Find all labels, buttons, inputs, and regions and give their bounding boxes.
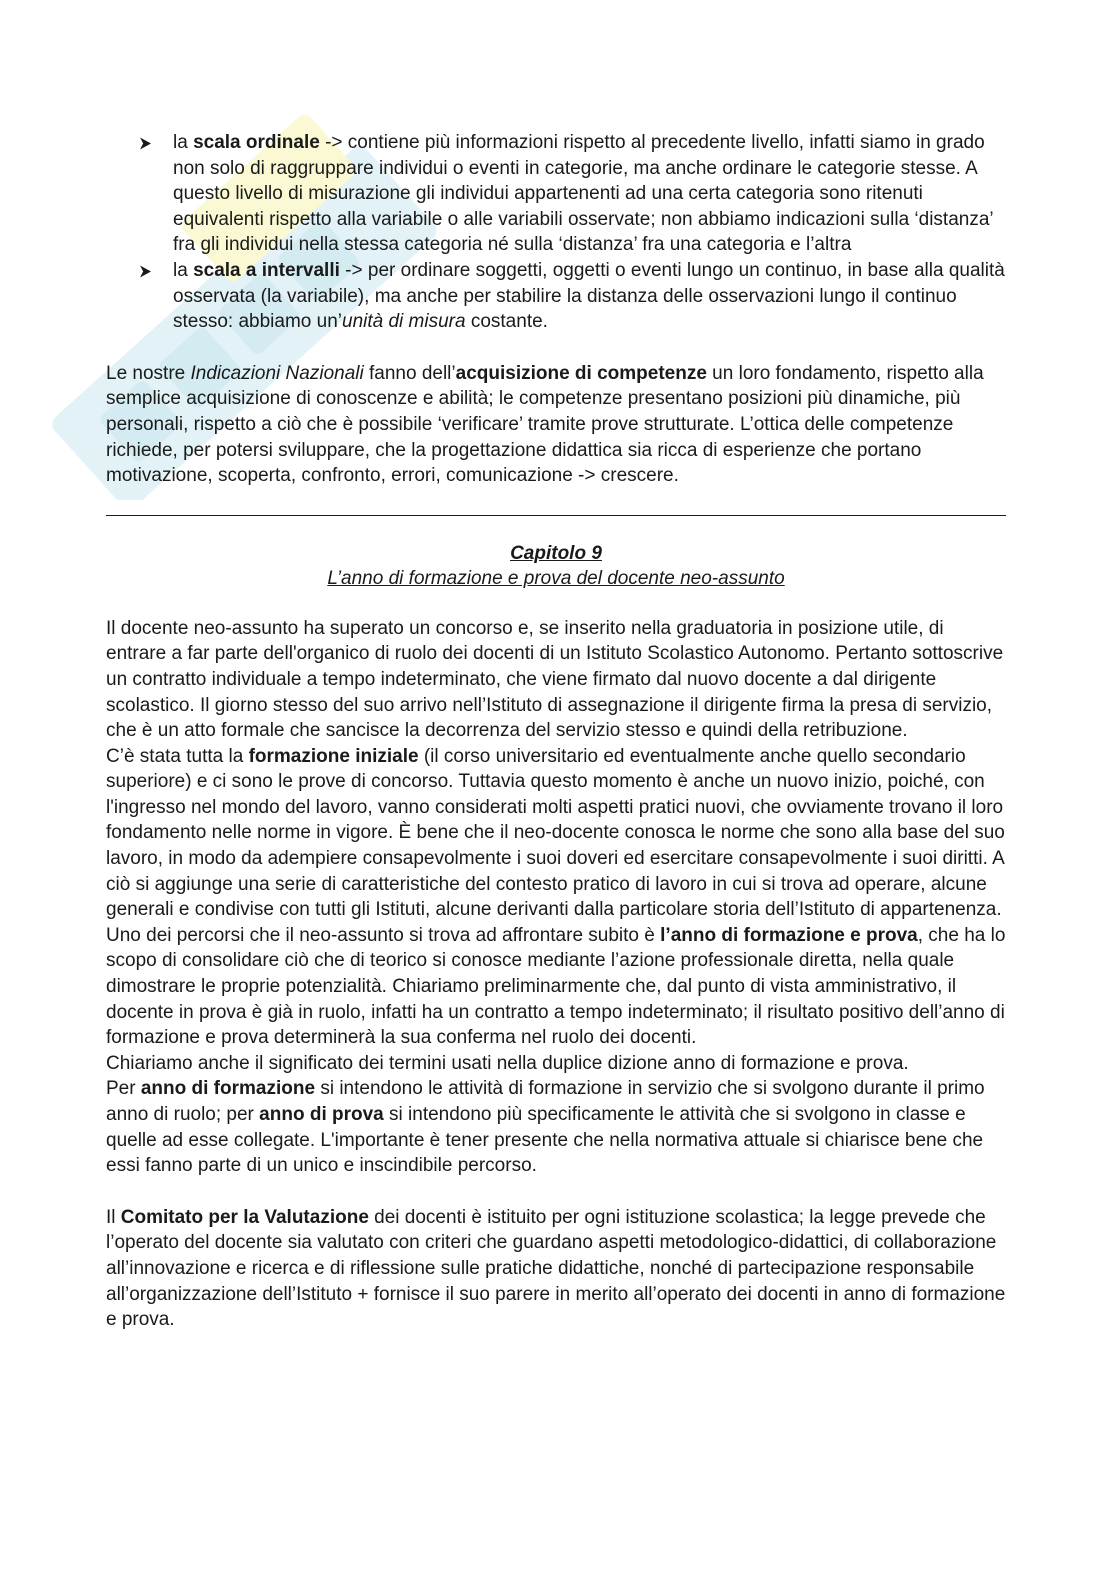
term-indicazioni-nazionali: Indicazioni Nazionali: [190, 362, 364, 384]
bullet-text: -> per ordinare soggetti, oggetti o eventi lungo un continuo, in base alla qualità osservata (la variabile), ma anche per stabilire la distanza delle osservazioni lungo il continuo stesso: abbiamo un’: [173, 259, 1005, 333]
text-run: un loro fondamento, rispetto alla semplice acquisizione di conoscenze e abilità; le competenze presentano posizioni più dinamiche, più personali, rispetto a ciò che è possibile ‘verificare’ tramite prove strutturate. L’ottica delle competenze richiede, per potersi sviluppare, che la progettazione didattica sia ricca di esperienze che portano motivazione, scoperta, confronto, errori, comunicazione -> crescere.: [106, 362, 984, 487]
text-run: si intendono le attività di formazione in servizio che si svolgono durante il primo anno di ruolo; per: [106, 1078, 985, 1125]
arrowhead-bullet-icon: [139, 265, 152, 278]
paragraph: [106, 923, 1006, 1051]
chapter-heading: [106, 541, 1006, 591]
text-run: Il: [106, 1206, 121, 1228]
text-run: Le nostre: [106, 362, 191, 384]
text-run: (il corso universitario ed eventualmente anche quello secondario superiore) e ci sono le prove di concorso. Tuttavia questo momento è anche un nuovo inizio, poiché, con l'ingresso nel mondo del lavoro, vanno considerati molti aspetti pratici nuovi, che ovviamente trovano il loro fondamento nelle norme in vigore. È bene che il neo-docente conosca le norme che sono alla base del suo lavoro, in modo da adempiere consapevolmente i suoi doveri ed esercitare consapevolmente i suoi diritti. A ciò si aggiunge una serie di caratteristiche del contesto pratico di lavoro in cui si trova ad operare, alcune generali e condivise con tutti gli Istituti, alcune derivanti dalla particolare storia dell’Istituto di appartenenza.: [106, 745, 1005, 921]
term-comitato-valutazione: Comitato per la Valutazione: [120, 1206, 369, 1228]
paragraph: Il docente neo-assunto ha superato un concorso e, se inserito nella graduatoria in posizione utile, di entrare a far parte dell'organico di ruolo dei docenti di un Istituto Scolastico Autonomo. Pertanto sottoscrive un contratto individuale a tempo indeterminato, che viene firmato dal nuovo docente a dal dirigente scolastico. Il giorno stesso del suo arrivo nell’Istituto di assegnazione il dirigente firma la presa di servizio, che è un atto formale che sancisce la decorrenza del servizio stesso e quindi della retribuzione.: [106, 617, 1004, 742]
list-item: [106, 258, 1006, 335]
text-run: , che ha lo scopo di consolidare ciò che di teorico si conosce mediante l’azione professionale diretta, nella quale dimostrare le proprie potenzialità. Chiariamo preliminarmente che, dal punto di vista amministrativo, il docente in prova è già in ruolo, infatti ha un contratto a tempo indeterminato; il risultato positivo dell’anno di formazione e prova determinerà la sua conferma nel ruolo dei docenti.: [106, 924, 1006, 1049]
text-run: fanno dell’: [363, 362, 456, 384]
term-unita-misura: unità di misura: [342, 311, 466, 333]
term-acquisizione-competenze: acquisizione di competenze: [455, 362, 707, 384]
section-divider: [106, 515, 1006, 516]
chapter-title: Capitolo 9: [510, 542, 602, 564]
arrowhead-bullet-icon: [139, 137, 152, 150]
scale-list: [106, 130, 1006, 335]
chapter-body: [106, 616, 1006, 1179]
paragraph-comitato: [106, 1205, 1006, 1333]
paragraph: Chiariamo anche il significato dei termini usati nella duplice dizione anno di formazione e prova.: [106, 1052, 909, 1074]
bullet-tail: costante.: [465, 311, 548, 333]
text-run: C’è stata tutta la: [106, 745, 249, 767]
list-item: [106, 130, 1006, 258]
text-run: si intendono più specificamente le attività che si svolgono in classe e quelle ad esse collegate. L'importante è tener presente che nella normativa attuale si chiarisce bene che essi fanno parte di un unico e inscindibile percorso.: [106, 1104, 984, 1177]
chapter-subtitle: L’anno di formazione e prova del docente neo-assunto: [327, 567, 785, 589]
text-run: Uno dei percorsi che il neo-assunto si trova ad affrontare subito è: [106, 924, 661, 946]
term-formazione-iniziale: formazione iniziale: [248, 745, 419, 767]
paragraph: [106, 744, 1006, 923]
document-page: [106, 130, 1006, 1333]
bullet-text: -> contiene più informazioni rispetto al precedente livello, infatti siamo in grado non solo di raggruppare individui o eventi in categorie, ma anche ordinare le categorie stesse. A questo livello di misurazione gli individui appartenenti ad una certa categoria sono ritenuti equivalenti rispetto alla variabile o alle variabili osservate; non abbiamo indicazioni sulla ‘distanza’ fra gli individui nella stessa categoria né sulla ‘distanza’ fra una categoria e l’altra: [173, 132, 993, 256]
bullet-prefix: la: [173, 259, 194, 281]
text-run: dei docenti è istituito per ogni istituzione scolastica; la legge prevede che l’operato del docente sia valutato con criteri che guardano aspetti metodologico-didattici, di collaborazione all’innovazione e ricerca e di riflessione sulle pratiche didattiche, nonché di partecipazione responsabile all’organizzazione dell’Istituto + fornisce il suo parere in merito all’operato dei docenti in anno di formazione e prova.: [106, 1206, 1006, 1331]
paragraph-indicazioni: [106, 361, 1006, 489]
paragraph: [106, 1076, 1006, 1178]
term-scala-ordinale: scala ordinale: [193, 132, 320, 153]
term-anno-prova: anno di prova: [259, 1104, 384, 1125]
bullet-prefix: la: [173, 132, 194, 153]
term-scala-intervalli: scala a intervalli: [193, 259, 340, 281]
term-anno-formazione-prova: l’anno di formazione e prova: [660, 924, 918, 946]
text-run: Per: [106, 1078, 141, 1100]
term-anno-formazione: anno di formazione: [140, 1078, 316, 1100]
